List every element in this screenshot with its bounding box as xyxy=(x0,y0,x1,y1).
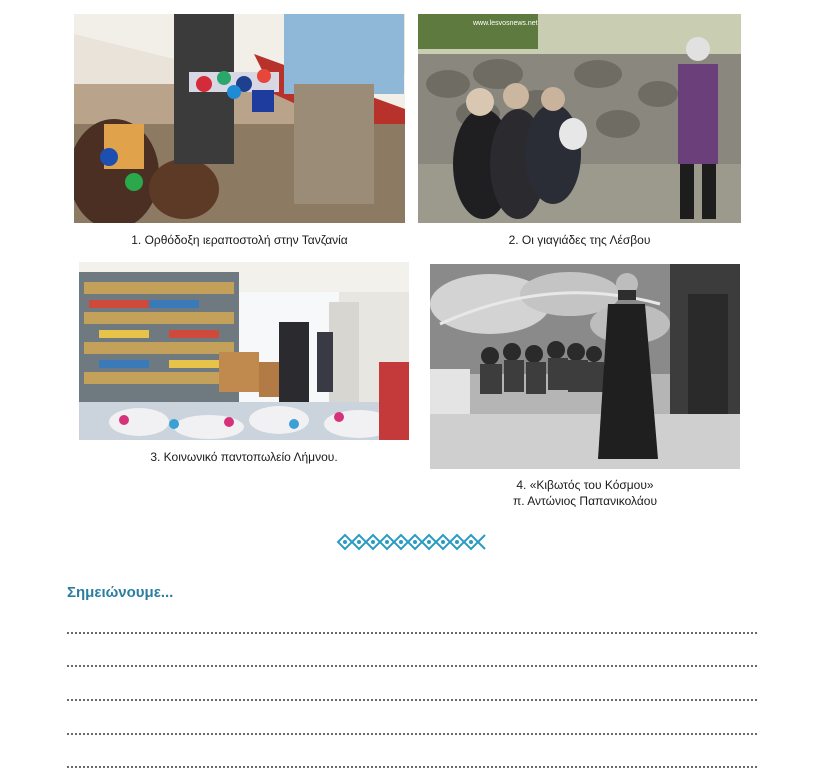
note-line-2[interactable] xyxy=(67,663,757,667)
photo-lesvos-grandmothers xyxy=(418,14,741,223)
photo-watermark: www.lesvosnews.net xyxy=(473,20,538,27)
caption-4-line1: 4. «Κιβωτός του Κόσμου» xyxy=(516,478,654,492)
note-line-4[interactable] xyxy=(67,731,757,735)
notes-heading: Σημειώνουμε... xyxy=(67,584,174,601)
caption-2: 2. Οι γιαγιάδες της Λέσβου xyxy=(508,233,651,247)
decorative-ornament xyxy=(336,532,488,552)
note-line-5[interactable] xyxy=(67,764,757,768)
note-line-1[interactable] xyxy=(67,630,757,634)
note-line-3[interactable] xyxy=(67,697,757,701)
photo-lemnos-grocery xyxy=(79,262,409,440)
caption-4-line2: π. Αντώνιος Παπανικολάου xyxy=(512,494,658,508)
photo-ark-of-the-world xyxy=(430,264,740,469)
photo-tanzania-mission xyxy=(74,14,405,223)
caption-1: 1. Ορθόδοξη ιεραποστολή στην Τανζανία xyxy=(131,233,348,247)
caption-3: 3. Κοινωνικό παντοπωλείο Λήμνου. xyxy=(150,450,338,464)
